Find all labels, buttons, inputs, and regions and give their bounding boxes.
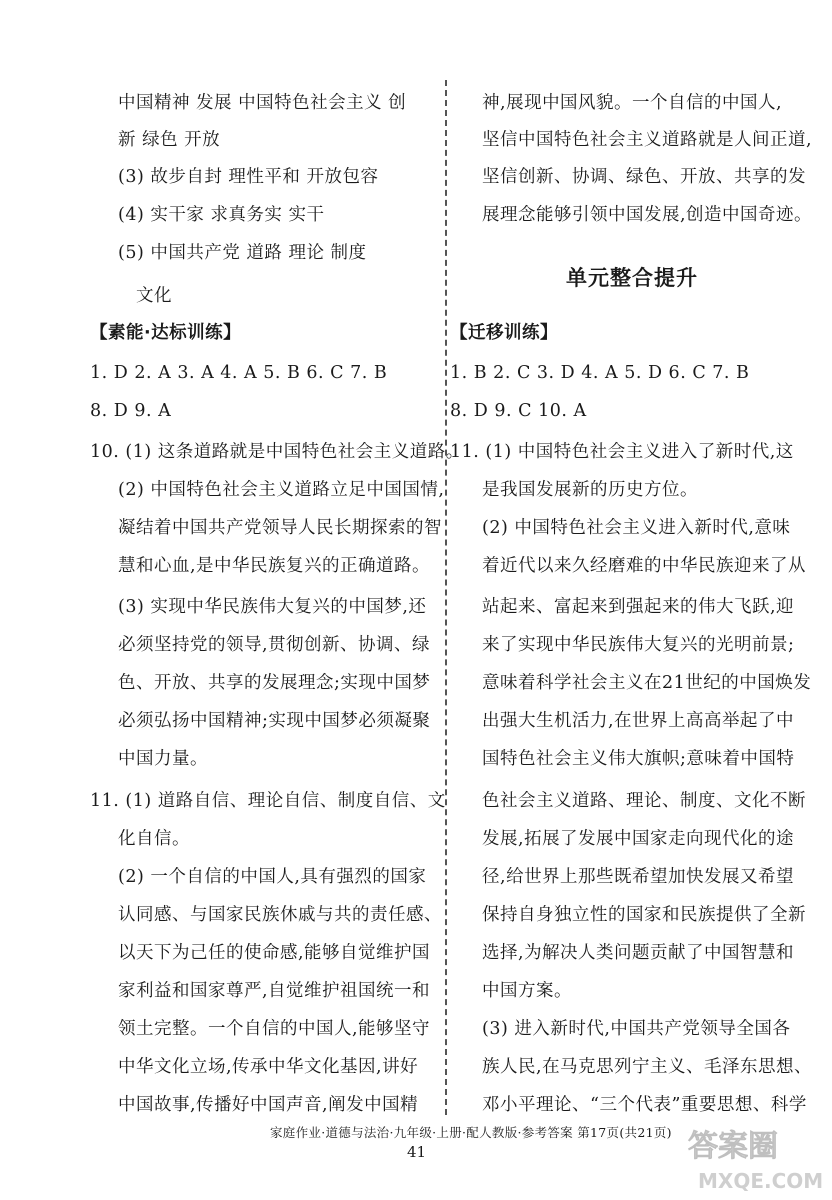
answer-line: 是我国发展新的历史方位。 bbox=[482, 480, 698, 500]
answer-line: 中国力量。 bbox=[118, 749, 208, 769]
answer-line: 着近代以来久经磨难的中华民族迎来了从 bbox=[482, 556, 806, 576]
answer-line: (2) 中国特色社会主义道路立足中国国情, bbox=[118, 480, 445, 500]
answer-line: 站起来、富起来到强起来的伟大飞跃,迎 bbox=[482, 597, 795, 617]
answer-line: 发展,拓展了发展中国家走向现代化的途 bbox=[482, 829, 795, 849]
answer-line: 色、开放、共享的发展理念;实现中国梦 bbox=[118, 673, 431, 693]
svg-text:MXQE.COM: MXQE.COM bbox=[698, 1169, 824, 1193]
answer-line: (5) 中国共产党 道路 理论 制度 bbox=[118, 243, 367, 263]
answer-line: 认同感、与国家民族休戚与共的责任感、 bbox=[118, 905, 442, 925]
answer-line: 国特色社会主义伟大旗帜;意味着中国特 bbox=[482, 749, 795, 769]
answer-line: 慧和心血,是中华民族复兴的正确道路。 bbox=[118, 556, 431, 576]
answer-line: 中国方案。 bbox=[482, 981, 572, 1001]
answer-line: 坚信中国特色社会主义道路就是人间正道, bbox=[482, 130, 813, 150]
answer-line: 色社会主义道路、理论、制度、文化不断 bbox=[482, 791, 806, 811]
page-footer: 家庭作业·道德与法治·九年级·上册·配人教版·参考答案 第17页(共21页) bbox=[270, 1125, 672, 1140]
svg-text:答案圈: 答案圈 bbox=[688, 1129, 778, 1164]
section-title: 单元整合提升 bbox=[566, 266, 698, 290]
answer-line: 领土完整。一个自信的中国人,能够坚守 bbox=[118, 1019, 431, 1039]
answer-line: 中国故事,传播好中国声音,阐发中国精 bbox=[118, 1095, 419, 1115]
answer-line: 坚信创新、协调、绿色、开放、共享的发 bbox=[482, 167, 806, 187]
mc-answers-row: 8. D 9. A bbox=[90, 401, 172, 421]
answer-line: 选择,为解决人类问题贡献了中国智慧和 bbox=[482, 943, 795, 963]
answer-line: 中华文化立场,传承中华文化基因,讲好 bbox=[118, 1057, 419, 1077]
answer-line: 10. (1) 这条道路就是中国特色社会主义道路。 bbox=[90, 442, 464, 462]
answer-line: 径,给世界上那些既希望加快发展又希望 bbox=[482, 867, 795, 887]
answer-line: 以天下为己任的使命感,能够自觉维护国 bbox=[118, 943, 431, 963]
answer-line: (3) 实现中华民族伟大复兴的中国梦,还 bbox=[118, 597, 427, 617]
answer-line: (4) 实干家 求真务实 实干 bbox=[118, 205, 325, 225]
answer-line: 家利益和国家尊严,自觉维护祖国统一和 bbox=[118, 981, 431, 1001]
answer-line: 神,展现中国风貌。一个自信的中国人, bbox=[482, 93, 783, 113]
watermark-logo-icon bbox=[678, 1118, 828, 1198]
answer-line: 必须弘扬中国精神;实现中国梦必须凝聚 bbox=[118, 711, 431, 731]
answer-line: 11. (1) 道路自信、理论自信、制度自信、文 bbox=[90, 791, 446, 811]
answer-line: 中国精神 发展 中国特色社会主义 创 bbox=[118, 93, 407, 113]
answer-line: (2) 一个自信的中国人,具有强烈的国家 bbox=[118, 867, 427, 887]
answer-line: 族人民,在马克思列宁主义、毛泽东思想、 bbox=[482, 1057, 813, 1077]
answer-line: 出强大生机活力,在世界上高高举起了中 bbox=[482, 711, 795, 731]
answer-line: 化自信。 bbox=[118, 829, 190, 849]
answer-line: (3) 故步自封 理性平和 开放包容 bbox=[118, 167, 379, 187]
answer-line: 11. (1) 中国特色社会主义进入了新时代,这 bbox=[450, 442, 794, 462]
mc-answers-row: 1. B 2. C 3. D 4. A 5. D 6. C 7. B bbox=[450, 363, 750, 383]
answer-line: 来了实现中华民族伟大复兴的光明前景; bbox=[482, 635, 795, 655]
answer-line: 邓小平理论、“三个代表”重要思想、科学 bbox=[482, 1095, 807, 1115]
column-divider bbox=[445, 80, 447, 1115]
answer-line: 保持自身独立性的国家和民族提供了全新 bbox=[482, 905, 806, 925]
section-heading-qianyi: 【迁移训练】 bbox=[450, 323, 558, 343]
answer-line: (3) 进入新时代,中国共产党领导全国各 bbox=[482, 1019, 791, 1039]
answer-line: 凝结着中国共产党领导人民长期探索的智 bbox=[118, 518, 442, 538]
answer-line: 新 绿色 开放 bbox=[118, 130, 221, 150]
section-heading-suneng: 【素能·达标训练】 bbox=[90, 323, 242, 343]
page-number: 41 bbox=[407, 1143, 427, 1161]
mc-answers-row: 1. D 2. A 3. A 4. A 5. B 6. C 7. B bbox=[90, 363, 388, 383]
answer-line: 文化 bbox=[136, 286, 172, 306]
answer-line: 必须坚持党的领导,贯彻创新、协调、绿 bbox=[118, 635, 431, 655]
answer-line: 展理念能够引领中国发展,创造中国奇迹。 bbox=[482, 205, 813, 225]
answer-line: (2) 中国特色社会主义进入新时代,意味 bbox=[482, 518, 791, 538]
answer-line: 意味着科学社会主义在21世纪的中国焕发 bbox=[482, 673, 812, 693]
mc-answers-row: 8. D 9. C 10. A bbox=[450, 401, 587, 421]
